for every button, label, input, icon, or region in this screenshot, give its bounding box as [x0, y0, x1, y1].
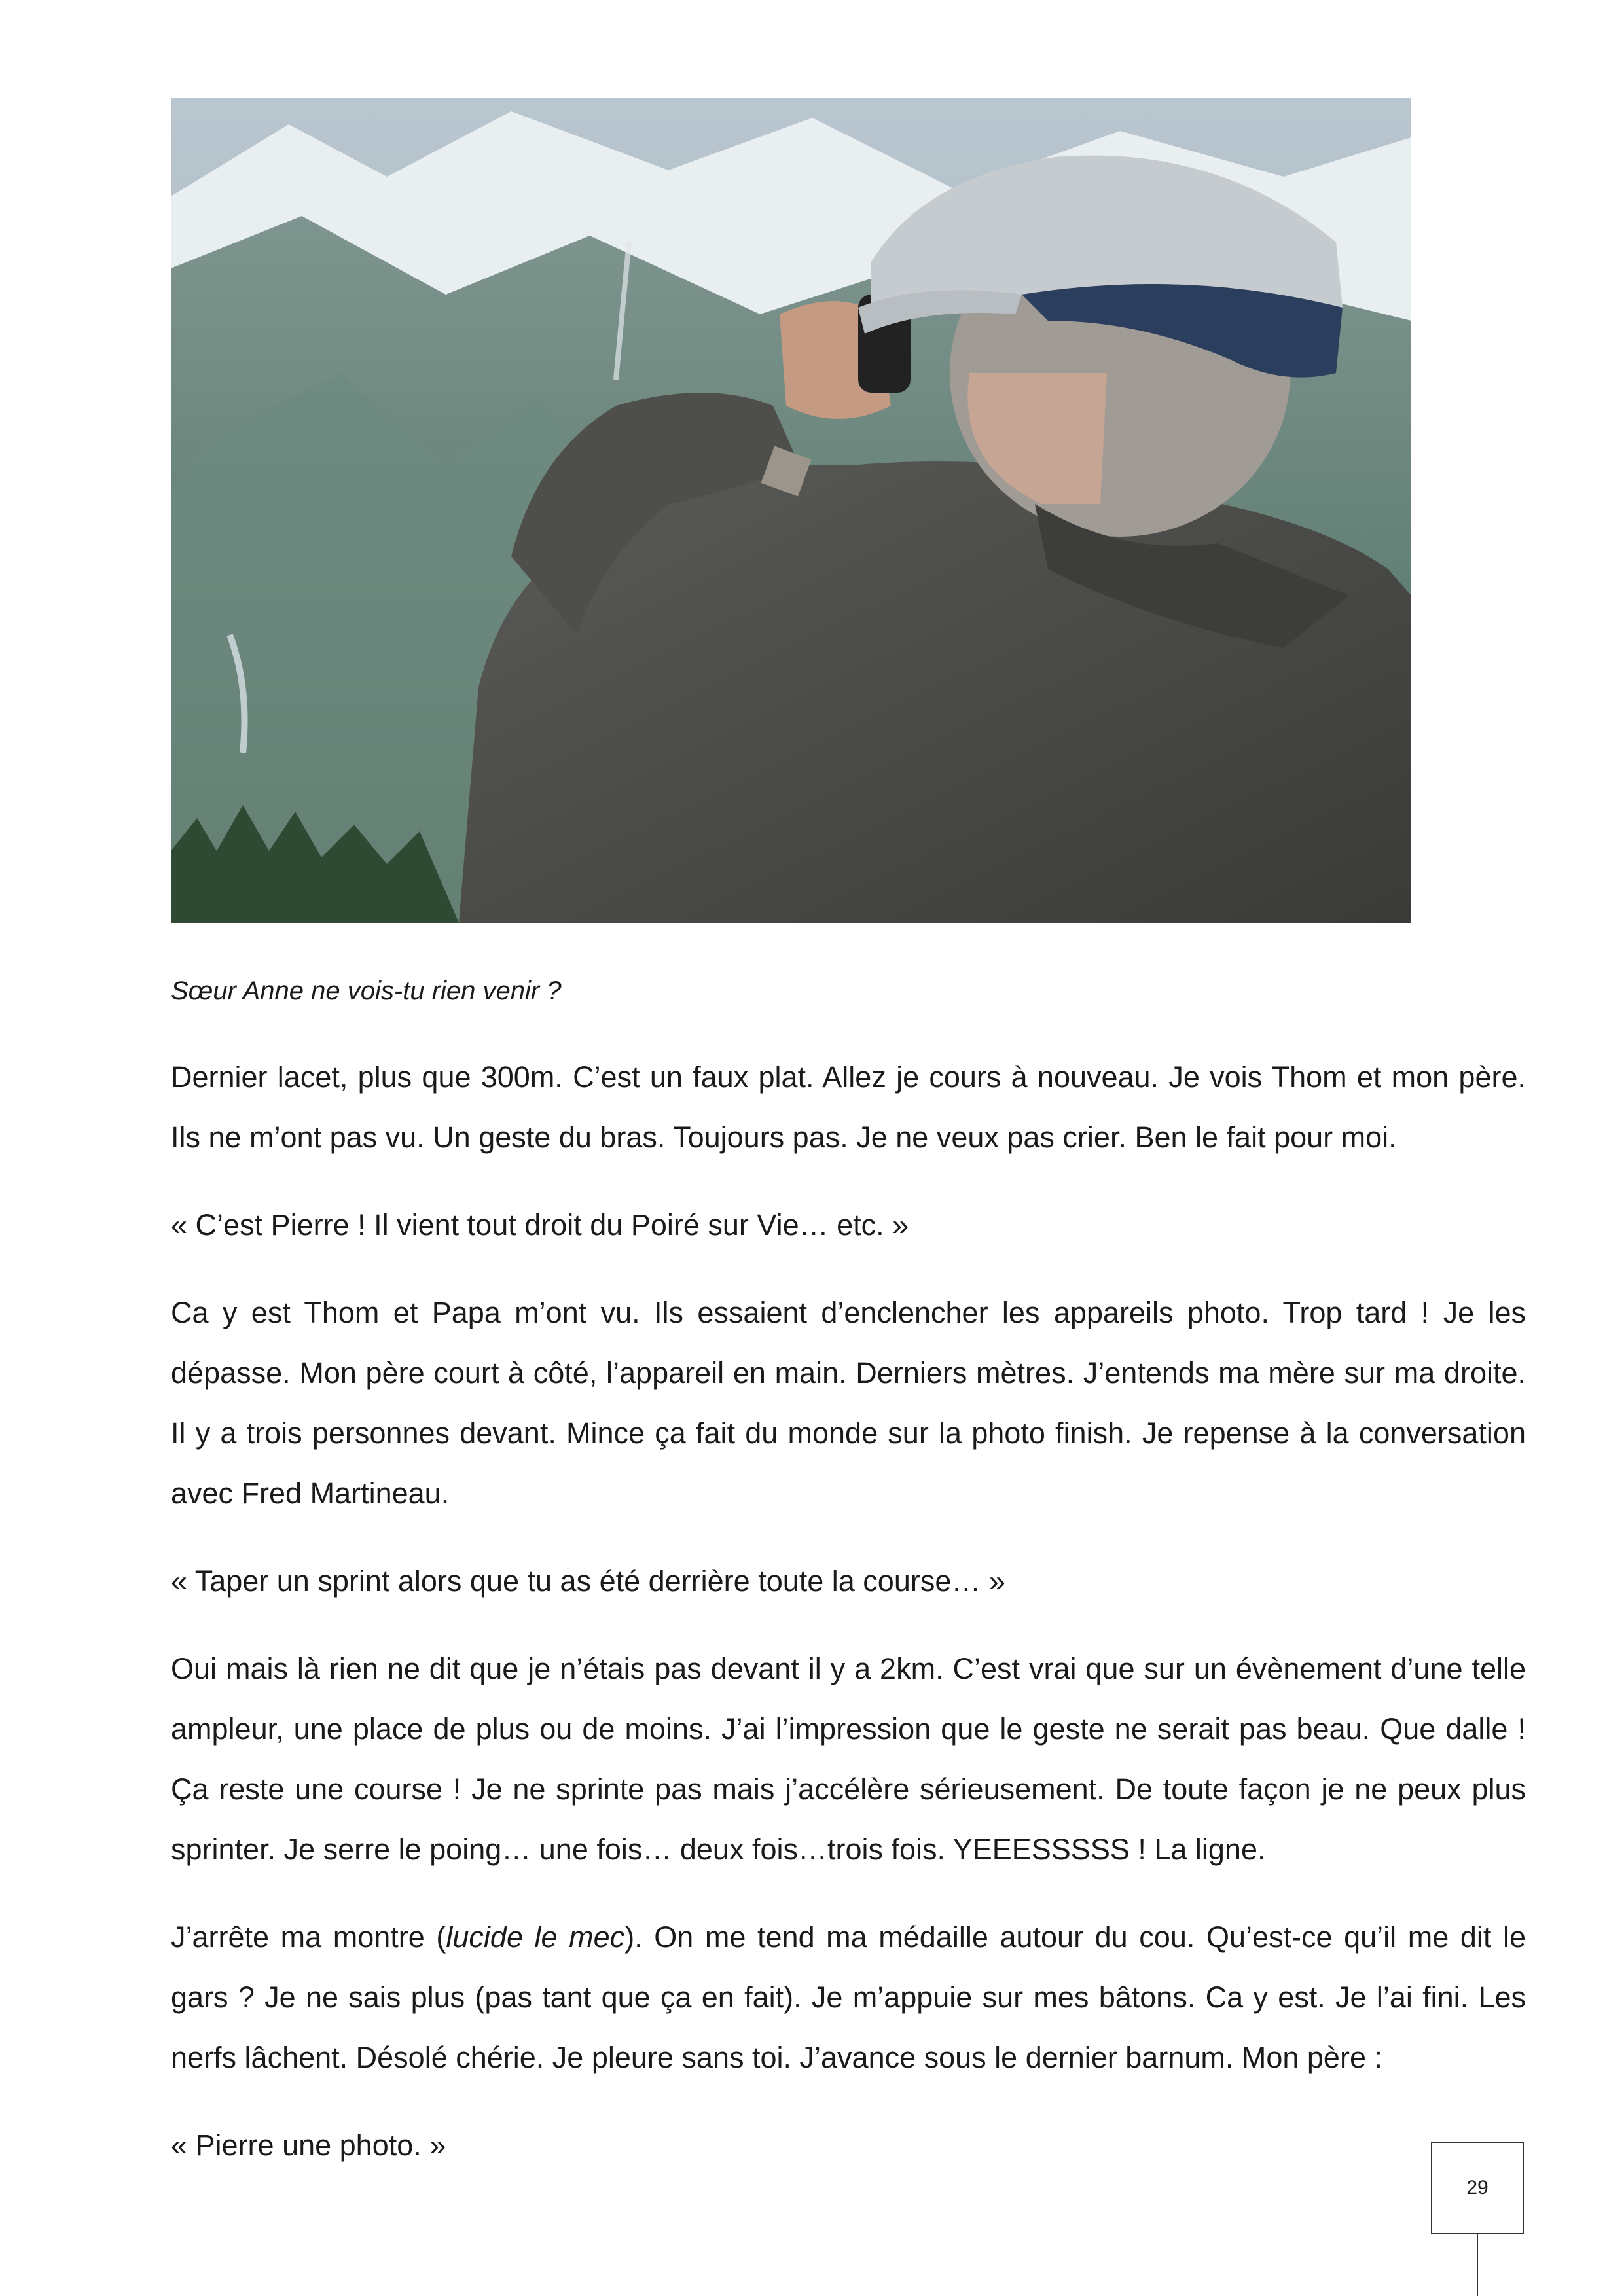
paragraph-6-italic: lucide le mec	[446, 1920, 625, 1954]
paragraph-6-text-b: ). On me tend ma médaille autour du cou. Qu’est-ce qu’il me dit le gars ? Je ne sais plus (pas tant que ça en fait). Je m’appuie sur mes bâtons. Ca y est. Je l’ai fini. Les nerfs lâchent. Désolé chérie. Je pleure sans toi. J’avance sous le dernier barnum. Mon père :	[171, 1920, 1526, 2074]
paragraph-1: Dernier lacet, plus que 300m. C’est un faux plat. Allez je cours à nouveau. Je vois Thom et mon père. Ils ne m’ont pas vu. Un geste du bras. Toujours pas. Je ne veux pas crier. Ben le fait pour moi.	[171, 1060, 1526, 1154]
photo-caption: Sœur Anne ne vois-tu rien venir ?	[171, 977, 562, 1005]
paragraph-3: Ca y est Thom et Papa m’ont vu. Ils essaient d’enclencher les appareils photo. Trop tard ! Je les dépasse. Mon père court à côté, l’appareil en main. Derniers mètres. J’entends ma mère sur ma droite. Il y a trois personnes devant. Mince ça fait du monde sur la photo finish. Je repense à la conversation avec Fred Martineau.	[171, 1296, 1526, 1510]
story-text	[171, 1047, 1526, 2203]
paragraph-5: Oui mais là rien ne dit que je n’étais pas devant il y a 2km. C’est vrai que sur un évènement d’une telle ampleur, une place de plus ou de moins. J’ai l’impression que le geste ne serait pas beau. Que dalle ! Ça reste une course ! Je ne sprinte pas mais j’accélère sérieusement. De toute façon je ne peux plus sprinter. Je serre le poing… une fois… deux fois…trois fois. YEEESSSSS ! La ligne.	[171, 1652, 1526, 1866]
paragraph-2-quote: « C’est Pierre ! Il vient tout droit du Poiré sur Vie… etc. »	[171, 1208, 909, 1242]
paragraph-7-quote: « Pierre une photo. »	[171, 2128, 446, 2162]
page-number-box	[1431, 2142, 1524, 2234]
paragraph-6	[171, 1907, 1526, 2088]
photo-man-with-binoculars	[171, 98, 1411, 923]
page-number-connector-line	[1477, 2234, 1478, 2296]
paragraph-6-text-a: J’arrête ma montre (	[171, 1920, 446, 1954]
paragraph-4-quote: « Taper un sprint alors que tu as été derrière toute la course… »	[171, 1564, 1005, 1598]
page-number: 29	[1466, 2177, 1489, 2198]
photo-illustration	[171, 98, 1411, 923]
